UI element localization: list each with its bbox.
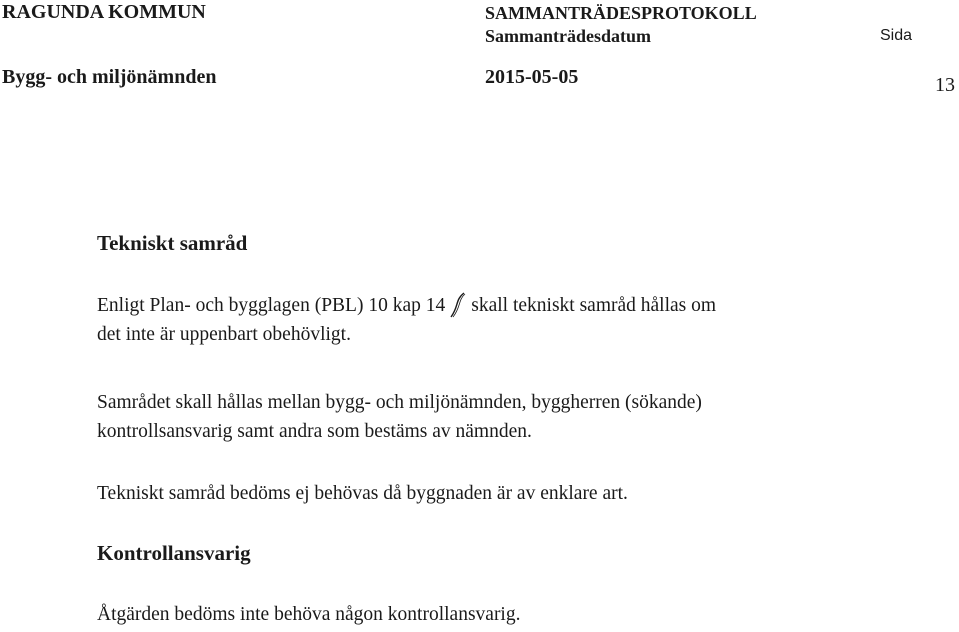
pbl-text-after: skall tekniskt samråd hållas om (471, 295, 717, 316)
page-number: 13 (935, 74, 955, 96)
organization-name: RAGUNDA KOMMUN (2, 1, 206, 23)
paragraph-line: Samrådet skall hållas mellan bygg- och miljönämnden, byggherren (sökande) (97, 392, 702, 413)
paragraph-line (97, 290, 716, 320)
meeting-date-label: Sammanträdesdatum (485, 26, 652, 46)
document-type: SAMMANTRÄDESPROTOKOLL (485, 3, 757, 23)
section-heading-control-responsible: Kontrollansvarig (97, 541, 251, 565)
paragraph-participants (97, 388, 702, 446)
paragraph-assessment: Tekniskt samråd bedöms ej behövas då byggnaden är av enklare art. (97, 483, 628, 504)
page-label: Sida (880, 27, 913, 44)
paragraph-line: det inte är uppenbart obehövligt. (97, 324, 351, 345)
pbl-text-before: Enligt Plan- och bygglagen (PBL) 10 kap 14 (97, 295, 446, 316)
meeting-date: 2015-05-05 (485, 66, 579, 88)
section-heading-technical-consultation: Tekniskt samråd (97, 231, 248, 255)
paragraph-control-assessment: Åtgärden bedöms inte behöva någon kontrollansvarig. (97, 604, 521, 625)
committee-name: Bygg- och miljönämnden (2, 66, 217, 88)
paragraph-line: kontrollsansvarig samt andra som bestäms av nämnden. (97, 421, 532, 442)
paragraph-pbl-reference (97, 290, 716, 349)
section-sign-icon (447, 290, 469, 320)
